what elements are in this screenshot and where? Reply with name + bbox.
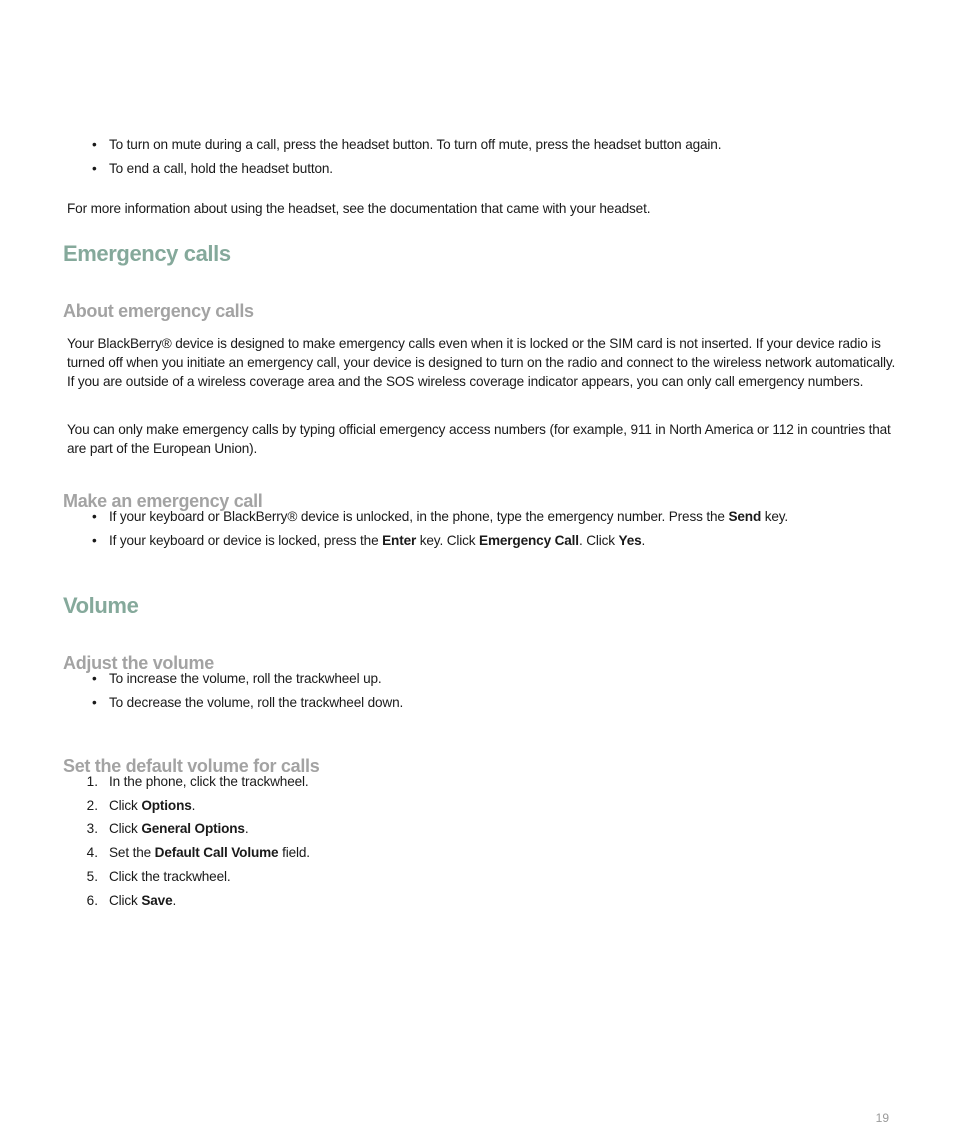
list-item-text: If your keyboard or BlackBerry® device is unlocked, in the phone, type the emergency number. Press the Send key. [109, 509, 789, 524]
list-item-text: If your keyboard or device is locked, press the Enter key. Click Emergency Call. Click Yes. [109, 533, 646, 548]
about-paragraph-1: Your BlackBerry® device is designed to make emergency calls even when it is locked or the SIM card is not inserted. If your device radio is turned off when you initiate an emergency call, your device is designed to turn on the radio and connect to the wireless network automatically. If you are outside of a wireless coverage area and the SOS wireless coverage indicator appears, you can only call emergency numbers. [67, 335, 896, 389]
bullet-icon: • [92, 161, 97, 176]
subsection-title-make-call: Make an emergency call [63, 490, 263, 511]
section-title-emergency: Emergency calls [63, 240, 231, 266]
bullet-icon: • [92, 695, 97, 710]
subsection-title-adjust: Adjust the volume [63, 652, 214, 673]
section-title-volume: Volume [63, 592, 139, 618]
headset-note: For more information about using the headset, see the documentation that came with your headset. [67, 200, 651, 216]
key-name-send: Send [728, 509, 762, 524]
menu-item-emergency-call: Emergency Call [479, 533, 579, 548]
subsection-title-default-volume: Set the default volume for calls [63, 755, 320, 776]
about-paragraph-2: You can only make emergency calls by typing official emergency access numbers (for example, 911 in North America or 112 in countries that are part of the European Union). [67, 421, 891, 456]
bullet-icon: • [92, 671, 97, 686]
page-number: 19 [875, 1111, 889, 1125]
bullet-icon: • [92, 509, 97, 524]
bullet-icon: • [92, 137, 97, 152]
subsection-title-about: About emergency calls [63, 300, 254, 321]
bullet-icon: • [92, 533, 97, 548]
menu-item-yes: Yes [618, 533, 642, 548]
key-name-enter: Enter [382, 533, 417, 548]
